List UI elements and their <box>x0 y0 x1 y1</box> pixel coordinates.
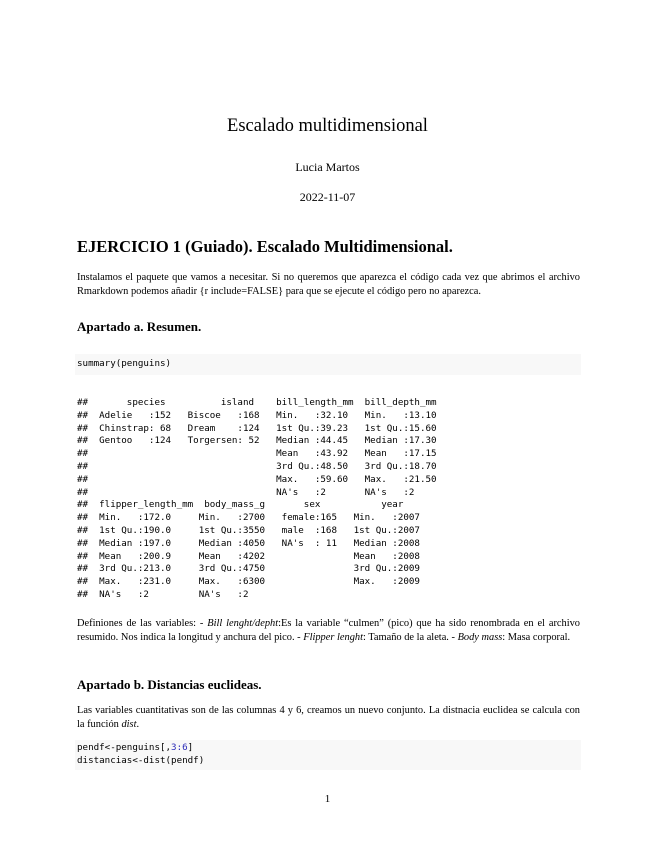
output-line: ## NA's :2 NA's :2 <box>77 486 415 498</box>
definitions-term-body-mass: Body mass <box>457 632 503 643</box>
apartado-b-func: dist <box>121 719 137 730</box>
output-line: ## Max. :231.0 Max. :6300 Max. :2009 <box>77 576 420 588</box>
code-distancias <box>75 740 581 768</box>
summary-output-lines <box>77 397 437 602</box>
code-summary: summary(penguins) <box>77 358 172 369</box>
definitions-term-flipper: Flipper lenght <box>303 632 363 643</box>
code-line1-num: 3:6 <box>171 742 188 753</box>
apartado-b-text-end: . <box>136 719 140 730</box>
definitions-term-bill: Bill lenght/depht <box>207 618 279 629</box>
summary-output <box>77 397 437 602</box>
output-line: ## 3rd Qu.:213.0 3rd Qu.:4750 3rd Qu.:2009 <box>77 563 420 575</box>
code-line1-post: ] <box>187 742 194 753</box>
apartado-b-paragraph <box>77 704 580 732</box>
subsection-heading-apartado-a: Apartado a. Resumen. <box>77 319 202 334</box>
definitions-paragraph <box>77 617 580 645</box>
definitions-text-bill: :Es la variable “culmen” (pico) que ha sido renombrada en el archivo resumido. Nos indica la longitud y anchura del pico. - <box>77 618 580 643</box>
output-line: ## Median :197.0 Median :4050 NA's : 11 Median :2008 <box>77 537 420 549</box>
document-author: Lucia Martos <box>295 160 360 174</box>
output-line: ## species island bill_length_mm bill_depth_mm <box>77 397 437 408</box>
code-block-distancias <box>75 740 581 770</box>
code-line1-pre: pendf<-penguins[, <box>77 742 172 753</box>
definitions-text-body-mass: : Masa corporal. <box>502 632 571 643</box>
output-line: ## Min. :172.0 Min. :2700 female:165 Min. :2007 <box>77 512 420 524</box>
output-line: ## Mean :200.9 Mean :4202 Mean :2008 <box>77 550 420 562</box>
output-line: ## flipper_length_mm body_mass_g sex year <box>77 499 404 511</box>
output-line: ## Max. :59.60 Max. :21.50 <box>77 473 437 485</box>
code-line2: distancias<-dist(pendf) <box>77 754 205 766</box>
apartado-b-text: Las variables cuantitativas son de las columnas 4 y 6, creamos un nuevo conjunto. La distnacia euclidea se calcula con la función <box>77 705 580 730</box>
output-line: ## Adelie :152 Biscoe :168 Min. :32.10 Min. :13.10 <box>77 409 437 421</box>
output-line: ## NA's :2 NA's :2 <box>77 588 249 600</box>
page-number: 1 <box>324 793 331 805</box>
output-line: ## 1st Qu.:190.0 1st Qu.:3550 male :168 1st Qu.:2007 <box>77 524 420 536</box>
subsection-heading-apartado-b: Apartado b. Distancias euclideas. <box>77 677 262 692</box>
definitions-lead: Definiones de las variables: - <box>77 618 208 629</box>
output-line: ## Chinstrap: 68 Dream :124 1st Qu.:39.23 1st Qu.:15.60 <box>77 422 437 434</box>
output-line: ## Mean :43.92 Mean :17.15 <box>77 448 437 460</box>
code-block-summary <box>75 354 581 375</box>
document-title: Escalado multidimensional <box>227 116 428 136</box>
document-date: 2022-11-07 <box>299 190 356 204</box>
section-heading-ejercicio-1: EJERCICIO 1 (Guiado). Escalado Multidimensional. <box>77 237 453 256</box>
output-line: ## 3rd Qu.:48.50 3rd Qu.:18.70 <box>77 460 437 472</box>
output-line: ## Gentoo :124 Torgersen: 52 Median :44.45 Median :17.30 <box>77 435 437 447</box>
definitions-text-flipper: : Tamaño de la aleta. - <box>362 632 458 643</box>
intro-paragraph: Instalamos el paquete que vamos a necesitar. Si no queremos que aparezca el código cada vez que abrimos el archivo Rmarkdown podemos añadir {r include=FALSE} para que se ejecute el código pero no aparezca. <box>77 272 580 297</box>
